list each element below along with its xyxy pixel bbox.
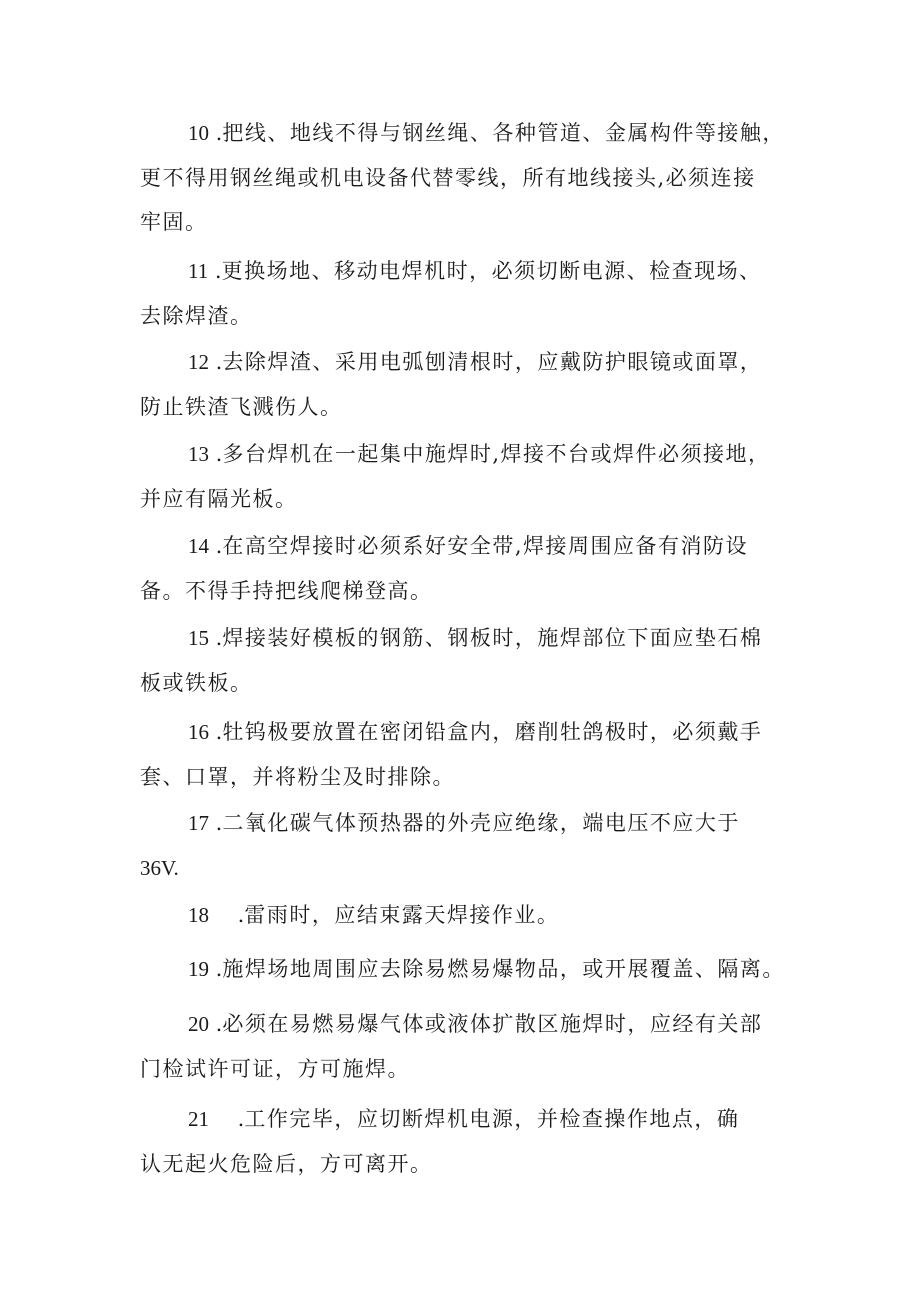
- item-number: 20: [188, 1012, 209, 1036]
- item-number: 18: [188, 903, 209, 927]
- item-text: 更不得用钢丝绳或机电设备代替零线，所有地线接头,必须连接: [140, 165, 756, 190]
- item-number: 14: [188, 534, 209, 558]
- item-text: 牢固。: [140, 210, 208, 234]
- item-number: 11: [188, 259, 209, 283]
- item-number: 16: [188, 720, 209, 744]
- list-item: 21 .工作完毕，应切断焊机电源，并检查操作地点，确 认无起火危险后，方可离开。: [140, 1097, 810, 1186]
- item-text: 多台焊机在一起集中施焊时,焊接不台或焊件必须接地，: [222, 442, 771, 466]
- item-number: 12: [188, 350, 209, 374]
- item-number: 19: [188, 957, 209, 981]
- item-number: 21: [188, 1107, 209, 1131]
- list-item: 14 .在高空焊接时必须系好安全带,焊接周围应备有消防设 备。不得手持把线爬梯登高。: [140, 524, 810, 613]
- item-number: 17: [188, 811, 209, 835]
- item-text: 更换场地、移动电焊机时，必须切断电源、检查现场、: [221, 259, 762, 283]
- list-item: 13 .多台焊机在一起集中施焊时,焊接不台或焊件必须接地， 并应有隔光板。: [140, 432, 810, 521]
- list-item: 19 .施焊场地周围应去除易燃易爆物品，或开展覆盖、隔离。: [188, 957, 785, 981]
- item-number: 13: [188, 442, 209, 466]
- list-item: 10 .把线、地线不得与钢丝绳、各种管道、金属构件等接触， 更不得用钢丝绳或机电设备代替零线，所有地线接头,必须连接 牢固。: [140, 111, 810, 245]
- item-text: 去除焊渣、采用电弧刨清根时，应戴防护眼镜或面罩，: [222, 350, 763, 374]
- list-item: 18 .雷雨时，应结束露天焊接作业。: [188, 903, 560, 927]
- item-text: 认无起火危险后，方可离开。: [140, 1151, 433, 1176]
- item-text: 雷雨时，应结束露天焊接作业。: [244, 903, 560, 927]
- item-text: 施焊场地周围应去除易燃易爆物品，或开展覆盖、隔离。: [222, 957, 785, 981]
- item-text: 去除焊渣。: [140, 303, 253, 328]
- list-item: 16 .牡钨极要放置在密闭铅盒内，磨削牡鸽极时，必须戴手 套、口罩，并将粉尘及时排除。: [140, 710, 810, 799]
- item-text: 在高空焊接时必须系好安全带,焊接周围应备有消防设: [222, 534, 749, 558]
- item-text: 并应有隔光板。: [140, 486, 298, 511]
- item-text: 36V.: [140, 855, 179, 880]
- item-text: 二氧化碳气体预热器的外壳应绝缘，端电压不应大于: [222, 811, 740, 835]
- item-text: 备。不得手持把线爬梯登高。: [140, 578, 433, 603]
- list-item: 15 .焊接装好模板的钢筋、钢板时，施焊部位下面应垫石棉 板或铁板。: [140, 616, 810, 705]
- item-number: 10: [188, 121, 209, 145]
- item-text: 把线、地线不得与钢丝绳、各种管道、金属构件等接触，: [222, 121, 785, 145]
- item-text: 防止铁渣飞溅伤人。: [140, 394, 343, 419]
- item-text: 套、口罩，并将粉尘及时排除。: [140, 764, 455, 789]
- list-item: 20 .必须在易燃易爆气体或液体扩散区施焊时，应经有关部 门检试许可证，方可施焊。: [140, 1002, 810, 1091]
- item-text: 板或铁板。: [140, 670, 253, 695]
- list-item: 11 .更换场地、移动电焊机时，必须切断电源、检查现场、 去除焊渣。: [140, 249, 810, 338]
- item-text: 必须在易燃易爆气体或液体扩散区施焊时，应经有关部: [222, 1012, 763, 1036]
- item-number: 15: [188, 626, 209, 650]
- item-text: 门检试许可证，方可施焊。: [140, 1056, 410, 1081]
- item-text: 牡钨极要放置在密闭铅盒内，磨削牡鸽极时，必须戴手: [222, 720, 763, 744]
- list-item: 12 .去除焊渣、采用电弧刨清根时，应戴防护眼镜或面罩， 防止铁渣飞溅伤人。: [140, 340, 810, 429]
- list-item: 17 .二氧化碳气体预热器的外壳应绝缘，端电压不应大于 36V.: [140, 801, 810, 890]
- item-text: 工作完毕，应切断焊机电源，并检查操作地点，确: [244, 1107, 740, 1131]
- item-text: 焊接装好模板的钢筋、钢板时，施焊部位下面应垫石棉: [222, 626, 763, 650]
